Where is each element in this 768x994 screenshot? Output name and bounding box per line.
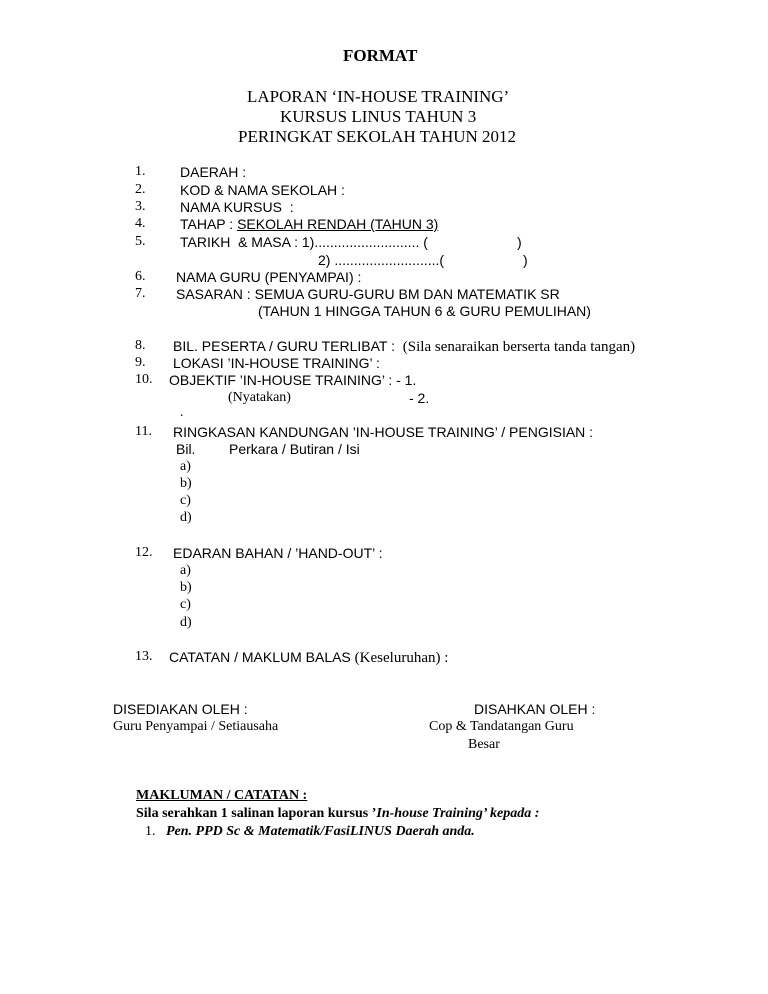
item-number-8: 8. bbox=[135, 338, 146, 353]
approved-by-label: DISAHKAN OLEH : bbox=[474, 701, 596, 717]
level-title: PERINGKAT SEKOLAH TAHUN 2012 bbox=[238, 127, 517, 146]
date-time-line-2: 2) ...........................( bbox=[318, 252, 445, 268]
date-close-paren-1: ) bbox=[517, 234, 522, 250]
notes-instruction bbox=[136, 807, 539, 821]
content-item-d: d) bbox=[180, 510, 192, 525]
item-label-location: LOKASI ’IN-HOUSE TRAINING’ : bbox=[173, 355, 380, 371]
item-label-date-time: TARIKH & MASA : 1)........................... ( bbox=[180, 234, 428, 250]
item-label-school: KOD & NAMA SEKOLAH : bbox=[180, 182, 345, 198]
item-label-teacher: NAMA GURU (PENYAMPAI) : bbox=[176, 269, 362, 285]
content-item-b: b) bbox=[180, 476, 192, 491]
item-label-content-summary: RINGKASAN KANDUNGAN ’IN-HOUSE TRAINING’ / PENGISIAN : bbox=[173, 424, 594, 440]
notes-item-1: Pen. PPD Sc & Matematik/FasiLINUS Daerah anda. bbox=[166, 824, 475, 839]
handout-item-b: b) bbox=[180, 580, 192, 595]
item-label-feedback bbox=[169, 650, 448, 666]
item-number-2: 2. bbox=[135, 182, 146, 197]
notes-item-number-1: 1. bbox=[145, 824, 156, 839]
item-number-3: 3. bbox=[135, 199, 146, 214]
item-number-10: 10. bbox=[135, 372, 153, 387]
column-bil: Bil. bbox=[176, 441, 196, 457]
report-title: LAPORAN ‘IN-HOUSE TRAINING’ bbox=[247, 87, 510, 106]
item-number-9: 9. bbox=[135, 355, 146, 370]
item-number-11: 11. bbox=[135, 424, 152, 439]
item-label-participants bbox=[173, 339, 635, 355]
item-label-target: SASARAN : SEMUA GURU-GURU BM DAN MATEMATIK SR bbox=[176, 286, 560, 302]
item-number-1: 1. bbox=[135, 164, 146, 179]
item-number-13: 13. bbox=[135, 649, 153, 664]
format-heading: FORMAT bbox=[343, 46, 418, 65]
item-label-objective: OBJEKTIF ’IN-HOUSE TRAINING’ : - 1. bbox=[169, 372, 417, 388]
column-details: Perkara / Butiran / Isi bbox=[229, 441, 360, 457]
prepared-by-role: Guru Penyampai / Setiausaha bbox=[113, 719, 279, 734]
item-label-handout: EDARAN BAHAN / ’HAND-OUT’ : bbox=[173, 545, 383, 561]
content-item-c: c) bbox=[180, 493, 191, 508]
item-number-6: 6. bbox=[135, 269, 146, 284]
course-title: KURSUS LINUS TAHUN 3 bbox=[280, 107, 477, 126]
item-number-7: 7. bbox=[135, 286, 146, 301]
stray-dot: . bbox=[180, 404, 184, 419]
participants-label: BIL. PESERTA / GURU TERLIBAT : bbox=[173, 338, 403, 354]
feedback-label: CATATAN / MAKLUM BALAS bbox=[169, 649, 355, 665]
date-close-paren-2: ) bbox=[523, 252, 528, 268]
item-number-5: 5. bbox=[135, 234, 146, 249]
item-number-12: 12. bbox=[135, 545, 153, 560]
target-line-2: (TAHUN 1 HINGGA TAHUN 6 & GURU PEMULIHAN) bbox=[258, 303, 591, 319]
objective-2: - 2. bbox=[409, 390, 430, 406]
item-label-course-name: NAMA KURSUS : bbox=[180, 199, 294, 215]
handout-item-a: a) bbox=[180, 563, 191, 578]
notes-instruction-text: Sila serahkan 1 salinan laporan kursus ’ bbox=[136, 806, 377, 821]
level-label: TAHAP : bbox=[180, 216, 238, 232]
notes-title: MAKLUMAN / CATATAN : bbox=[136, 788, 308, 803]
content-item-a: a) bbox=[180, 459, 191, 474]
feedback-note: (Keseluruhan) : bbox=[354, 650, 449, 666]
approved-by-role: Cop & Tandatangan Guru bbox=[429, 719, 574, 734]
prepared-by-label: DISEDIAKAN OLEH : bbox=[113, 701, 248, 717]
level-value: SEKOLAH RENDAH (TAHUN 3) bbox=[237, 216, 439, 232]
handout-item-d: d) bbox=[180, 615, 192, 630]
handout-item-c: c) bbox=[180, 597, 191, 612]
approved-by-role-2: Besar bbox=[468, 737, 500, 752]
item-number-4: 4. bbox=[135, 216, 146, 231]
notes-instruction-italic: In-house Training’ kepada : bbox=[376, 806, 540, 821]
item-label-level bbox=[180, 217, 438, 231]
item-label-district: DAERAH : bbox=[180, 164, 247, 180]
participants-note: (Sila senaraikan berserta tanda tangan) bbox=[402, 339, 636, 355]
objective-state-note: (Nyatakan) bbox=[228, 390, 291, 405]
